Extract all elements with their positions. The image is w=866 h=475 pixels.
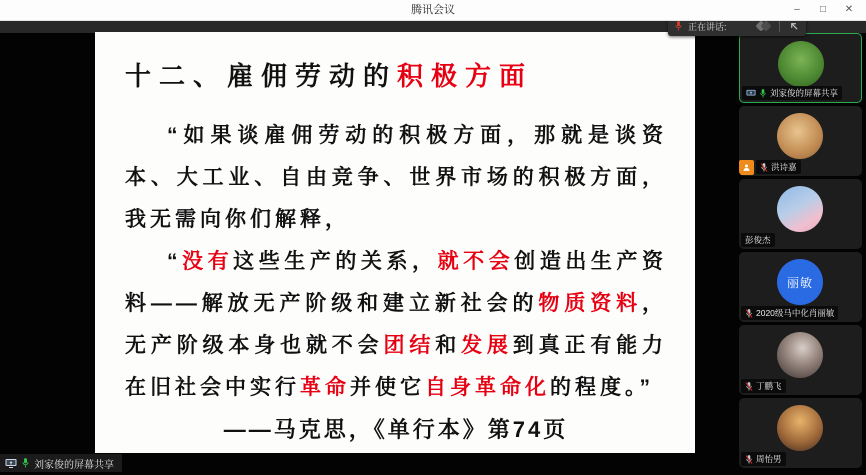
- participant-label: [756, 160, 801, 174]
- slide-text-highlight: 就不会: [437, 250, 515, 273]
- mic-muted-icon: [745, 381, 753, 392]
- mic-on-icon: [21, 457, 30, 469]
- avatar-initials: 丽敏: [786, 275, 813, 290]
- avatar: [777, 332, 823, 378]
- mic-speaking-icon: [674, 20, 683, 32]
- participant-name: 丁鹏飞: [756, 381, 782, 391]
- participant-label: [741, 233, 775, 247]
- participant-name: 彭俊杰: [745, 235, 771, 245]
- participant-label: [741, 306, 838, 320]
- participant-label: [742, 86, 842, 100]
- participant-tile[interactable]: [739, 179, 862, 249]
- participant-name: 周怡男: [756, 454, 782, 464]
- avatar: [777, 259, 823, 305]
- slide-text: 创造出生产资料——解放无产阶级和建立新社会的: [125, 250, 668, 315]
- slide-text-highlight: 物质资料: [538, 292, 643, 315]
- participant-tile[interactable]: [739, 398, 862, 468]
- share-banner-label: 刘家俊的屏幕共享: [34, 459, 114, 471]
- slide-text: 这些生产的关系，: [233, 250, 438, 273]
- participant-label: [741, 379, 786, 393]
- mic-on-icon: [759, 88, 767, 99]
- slide-body: [125, 115, 667, 451]
- tencent-meeting-logo-icon: [757, 22, 770, 30]
- slide-text: 并使它: [350, 376, 425, 399]
- window-controls: [786, 0, 860, 20]
- participants-sidebar: [737, 33, 866, 475]
- slide-text-highlight: 发展: [461, 334, 513, 357]
- slide-text: 的程度。”: [550, 376, 654, 399]
- participant-label: [741, 452, 786, 466]
- participant-tile[interactable]: [739, 33, 862, 103]
- window-title: 腾讯会议: [411, 4, 455, 16]
- slide-text-highlight: 革命: [300, 376, 350, 399]
- slide-text-highlight: 团结: [383, 334, 436, 357]
- participant-name: 刘家俊的屏幕共享: [770, 88, 839, 98]
- mic-muted-icon: [745, 308, 753, 319]
- avatar: [777, 186, 823, 232]
- screen-share-icon: [746, 89, 756, 98]
- mic-muted-icon: [745, 454, 753, 465]
- speaking-label: 正在讲话:: [688, 21, 727, 32]
- maximize-button[interactable]: □: [819, 4, 827, 15]
- slide-text-highlight: 没有: [181, 250, 234, 273]
- slide-paragraph: [125, 115, 667, 241]
- restore-arrow-icon[interactable]: [789, 21, 800, 32]
- slide-title: [125, 56, 667, 93]
- participant-name: 2020级马中化肖丽敏: [756, 308, 835, 318]
- host-badge-icon: [739, 160, 754, 175]
- slide-text: “如果谈雇佣劳动的积极方面，那就是谈资本、大工业、自由竞争、世界市场的积极方面，我无需向你们解释，: [125, 124, 667, 231]
- slide-text-highlight: 自身革命化: [425, 376, 550, 399]
- participant-name: 洪诗嘉: [771, 162, 797, 172]
- slide-text-highlight: 积极方面: [397, 61, 534, 91]
- screen-share-banner: [0, 454, 122, 472]
- slide-text: “: [167, 250, 182, 273]
- mic-muted-icon: [760, 162, 768, 173]
- slide-citation: ——马克思，《单行本》第74页: [223, 417, 569, 442]
- avatar: [778, 41, 824, 87]
- slide-text: 到真正有能力在旧社会中实行: [125, 334, 668, 399]
- slide-text: 十二、雇佣劳动的: [125, 61, 398, 91]
- screen-share-icon: [5, 458, 17, 469]
- slide-text: ，无产阶级本身也就不会: [125, 292, 668, 357]
- minimize-button[interactable]: –: [794, 4, 800, 15]
- close-button[interactable]: ✕: [844, 4, 854, 15]
- shared-screen-slide: [95, 32, 695, 453]
- window-titlebar: [0, 0, 866, 21]
- avatar: [777, 405, 823, 451]
- participant-tile[interactable]: [739, 325, 862, 395]
- participant-tile[interactable]: [739, 106, 862, 176]
- slide-text: 和: [435, 334, 462, 357]
- avatar: [777, 113, 823, 159]
- toast-divider: [779, 21, 780, 32]
- slide-paragraph: [125, 241, 667, 409]
- participant-tile[interactable]: [739, 252, 862, 322]
